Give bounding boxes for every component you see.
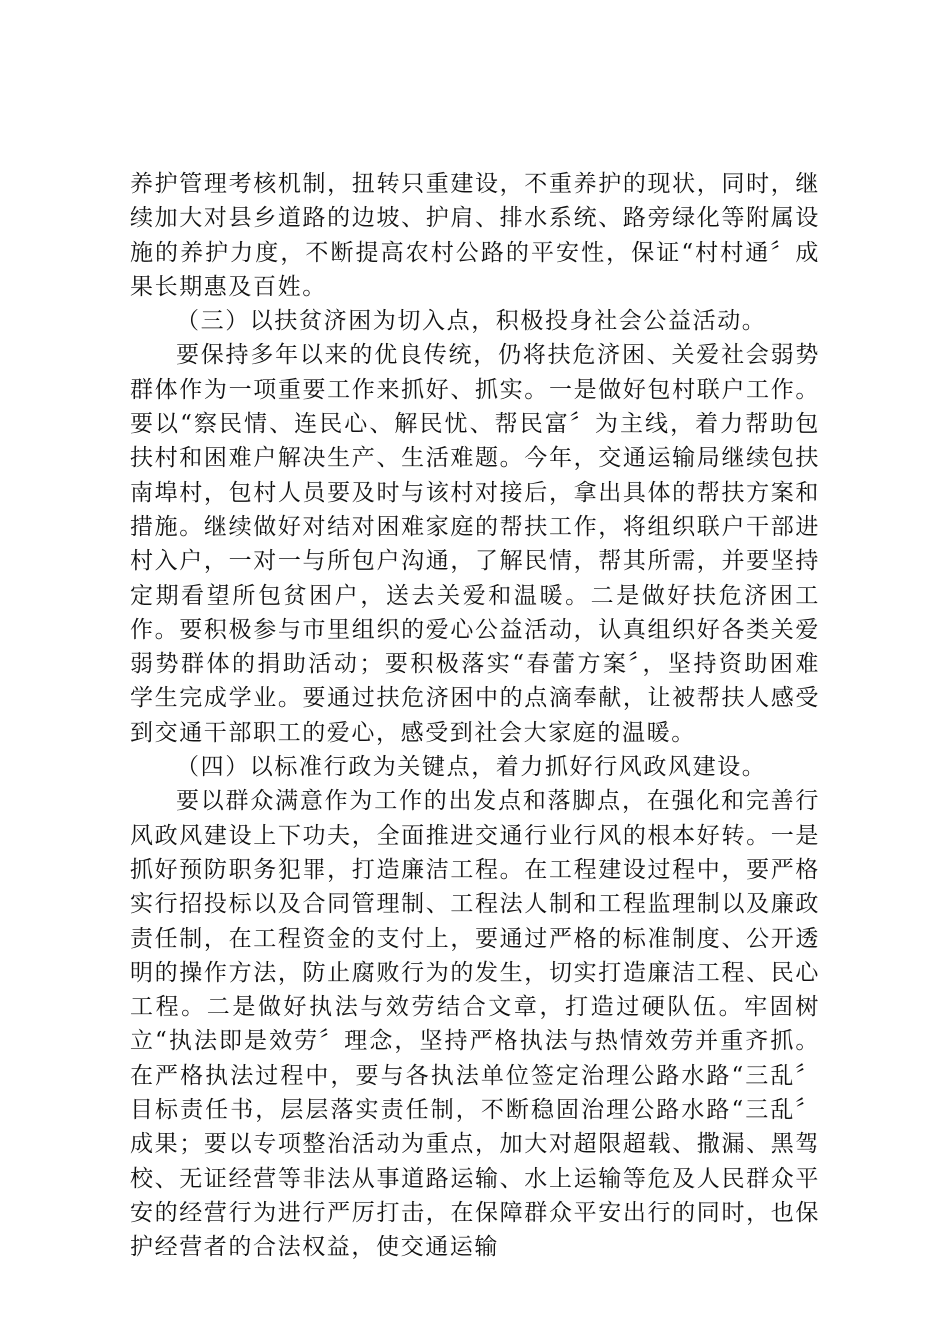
paragraph-section-3-body: 要保持多年以来的优良传统，仍将扶危济困、关爱社会弱势群体作为一项重要工作来抓好、抓实。一是做好包村联户工作。要以“察民情、连民心、解民忧、帮民富〞为主线，着力帮助包扶村和困难户解决生产、生活难题。今年，交通运输局继续包扶南埠村，包村人员要及时与该村对接后，拿出具体的帮扶方案和措施。继续做好对结对困难家庭的帮扶工作，将组织联户干部进村入户，一对一与所包户沟通，了解民情，帮其所需，并要坚持定期看望所包贫困户，送去关爱和温暖。二是做好扶危济困工作。要积极参与市里组织的爱心公益活动，认真组织好各类关爱弱势群体的捐助活动；要积极落实“春蕾方案〞，坚持资助困难学生完成学业。要通过扶危济困中的点滴奉献，让被帮扶人感受到交通干部职工的爱心，感受到社会大家庭的温暖。 bbox=[130, 342, 820, 746]
section-heading-4: （四）以标准行政为关键点，着力抓好行风政风建设。 bbox=[176, 754, 767, 781]
paragraph-continuation: 养护管理考核机制，扭转只重建设，不重养护的现状，同时，继续加大对县乡道路的边坡、护肩、排水系统、路旁绿化等附属设施的养护力度，不断提高农村公路的平安性，保证“村村通〞成果长期惠及百姓。 bbox=[130, 171, 820, 300]
paragraph-section-4-body: 要以群众满意作为工作的出发点和落脚点，在强化和完善行风政风建设上下功夫，全面推进交通行业行风的根本好转。一是抓好预防职务犯罪，打造廉洁工程。在工程建设过程中，要严格实行招投标以及合同管理制、工程法人制和工程监理制以及廉政责任制，在工程资金的支付上，要通过严格的标准制度、公开透明的操作方法，防止腐败行为的发生，切实打造廉洁工程、民心工程。二是做好执法与效劳结合文章，打造过硬队伍。牢固树立“执法即是效劳〞理念，坚持严格执法与热情效劳并重齐抓。在严格执法过程中，要与各执法单位签定治理公路水路“三乱〞目标责任书，层层落实责任制，不断稳固治理公路水路“三乱〞成果；要以专项整治活动为重点，加大对超限超载、撒漏、黑驾校、无证经营等非法从事道路运输、水上运输等危及人民群众平安的经营行为进行严厉打击，在保障群众平安出行的同时，也保护经营者的合法权益，使交通运输 bbox=[130, 788, 820, 1261]
section-heading-3: （三）以扶贫济困为切入点，积极投身社会公益活动。 bbox=[176, 308, 767, 335]
document-page bbox=[130, 167, 820, 1265]
